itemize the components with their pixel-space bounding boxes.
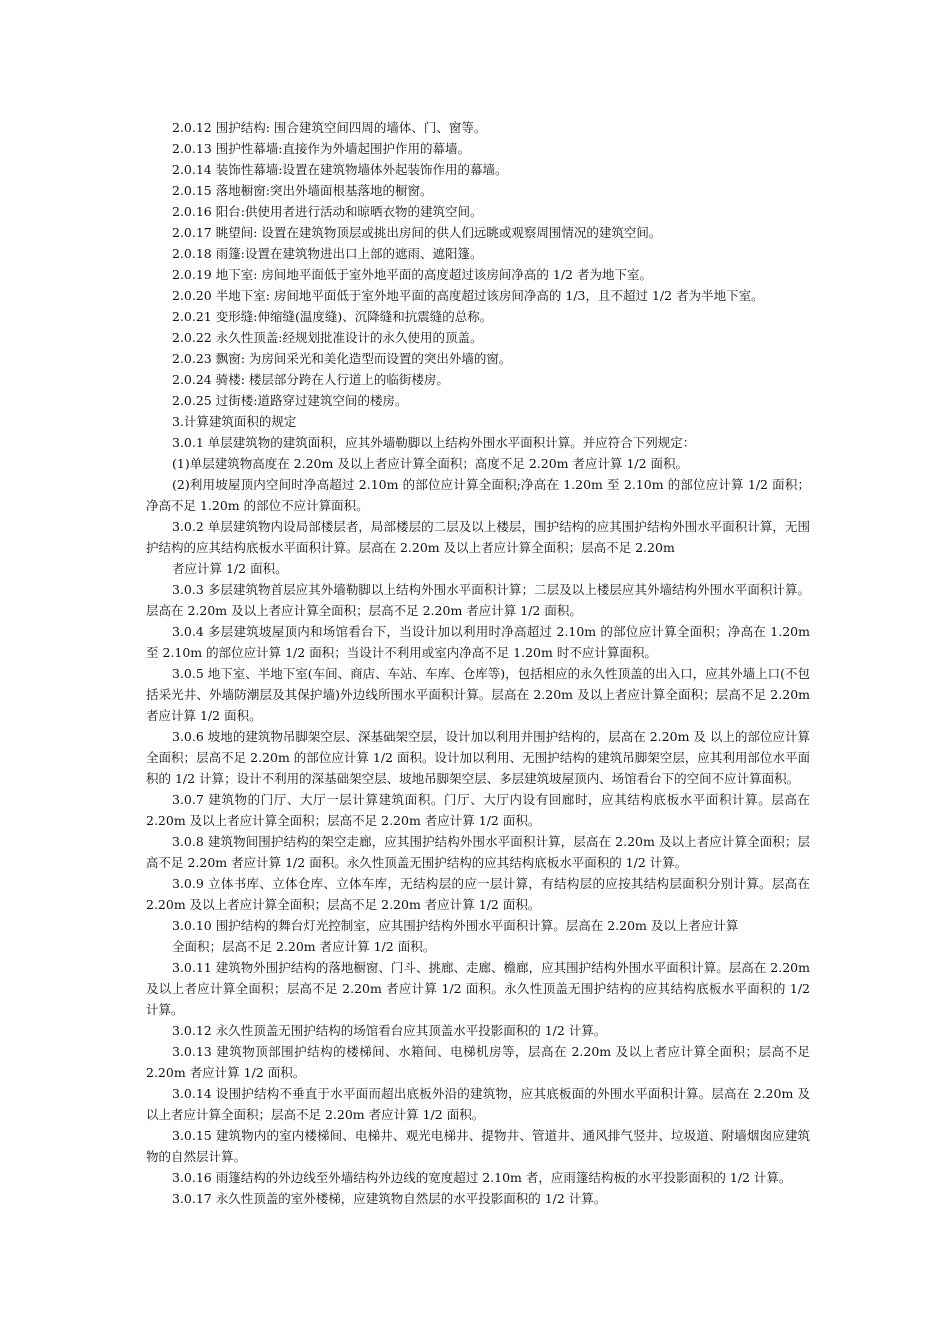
paragraph: 2.0.16 阳台:供使用者进行活动和晾晒衣物的建筑空间。 [172, 204, 483, 219]
paragraph: 3.0.5 地下室、半地下室(车间、商店、车站、车库、仓库等)，包括相应的永久性顶盖的出入口，应其外墙上口(不包括采光井、外墙防潮层及其保护墙)外边线所围水平面积计算。层高在 2.20m 及以上者应计算全面积；层高不足 2.20m 者应计算 1/2 面积。 [146, 666, 810, 723]
paragraph: 3.0.3 多层建筑物首层应其外墙勒脚以上结构外围水平面积计算；二层及以上楼层应其外墙结构外围水平面积计算。层高在 2.20m 及以上者应计算全面积；层高不足 2.20m 者应计算 1/2 面积。 [146, 582, 810, 618]
paragraph: 3.0.16 雨篷结构的外边线至外墙结构外边线的宽度超过 2.10m 者，应雨篷结构板的水平投影面积的 1/2 计算。 [172, 1170, 792, 1185]
paragraph: 2.0.12 围护结构: 围合建筑空间四周的墙体、门、窗等。 [172, 120, 487, 135]
paragraph: 2.0.18 雨篷:设置在建筑物进出口上部的遮雨、遮阳篷。 [172, 246, 483, 261]
paragraph: 3.计算建筑面积的规定 [172, 414, 297, 429]
paragraph: 2.0.25 过街楼:道路穿过建筑空间的楼房。 [172, 393, 408, 408]
paragraph: 2.0.23 飘窗: 为房间采光和美化造型而设置的突出外墙的窗。 [172, 351, 512, 366]
paragraph: 3.0.17 永久性顶盖的室外楼梯，应建筑物自然层的水平投影面积的 1/2 计算。 [172, 1191, 607, 1206]
paragraph: 3.0.14 设围护结构不垂直于水平面而超出底板外沿的建筑物，应其底板面的外围水平面积计算。层高在 2.20m 及以上者应计算全面积；层高不足 2.20m 者应计算 1/2 面积。 [146, 1086, 810, 1122]
paragraph: 2.0.13 围护性幕墙:直接作为外墙起围护作用的幕墙。 [172, 141, 470, 156]
paragraph: 3.0.15 建筑物内的室内楼梯间、电梯井、观光电梯井、提物井、管道井、通风排气竖井、垃圾道、附墙烟囱应建筑物的自然层计算。 [146, 1128, 810, 1164]
paragraph: 3.0.7 建筑物的门厅、大厅一层计算建筑面积。门厅、大厅内设有回廊时，应其结构底板水平面积计算。层高在 2.20m 及以上者应计算全面积；层高不足 2.20m 者应计算 1/2 面积。 [146, 792, 810, 828]
paragraph: 2.0.24 骑楼: 楼层部分跨在人行道上的临街楼房。 [172, 372, 449, 387]
paragraph: 2.0.15 落地橱窗:突出外墙面根基落地的橱窗。 [172, 183, 433, 198]
paragraph: 2.0.19 地下室: 房间地平面低于室外地平面的高度超过该房间净高的 1/2 者为地下室。 [172, 267, 652, 282]
paragraph: 3.0.4 多层建筑坡屋顶内和场馆看台下，当设计加以利用时净高超过 2.10m 的部位应计算全面积；净高在 1.20m 至 2.10m 的部位应计算 1/2 面积；当设计不利用或室内净高不足 1.20m 时不应计算面积。 [146, 624, 810, 660]
paragraph: 2.0.14 装饰性幕墙:设置在建筑物墙体外起装饰作用的幕墙。 [172, 162, 508, 177]
paragraph: 2.0.17 眺望间: 设置在建筑物顶层或挑出房间的供人们远眺或观察周围情况的建筑空间。 [172, 225, 662, 240]
paragraph: 者应计算 1/2 面积。 [172, 561, 288, 576]
paragraph: 3.0.11 建筑物外围护结构的落地橱窗、门斗、挑廊、走廊、檐廊，应其围护结构外围水平面积计算。层高在 2.20m 及以上者应计算全面积；层高不足 2.20m 者应计算 1/2 面积。永久性顶盖无围护结构的应其结构底板水平面积的 1/2 计算。 [146, 960, 810, 1017]
paragraph: 3.0.8 建筑物间围护结构的架空走廊，应其围护结构外围水平面积计算，层高在 2.20m 及以上者应计算全面积；层高不足 2.20m 者应计算 1/2 面积。永久性顶盖无围护结构的应其结构底板水平面积的 1/2 计算。 [146, 834, 810, 870]
paragraph: (2)利用坡屋顶内空间时净高超过 2.10m 的部位应计算全面积;净高在 1.20m 至 2.10m 的部位应计算 1/2 面积；净高不足 1.20m 的部位不应计算面积。 [146, 477, 810, 513]
document-body [146, 117, 810, 1209]
paragraph: 2.0.21 变形缝:伸缩缝(温度缝)、沉降缝和抗震缝的总称。 [172, 309, 493, 324]
paragraph: 2.0.20 半地下室: 房间地平面低于室外地平面的高度超过该房间净高的 1/3，且不超过 1/2 者为半地下室。 [172, 288, 764, 303]
paragraph: 全面积；层高不足 2.20m 者应计算 1/2 面积。 [172, 939, 436, 954]
paragraph: 3.0.2 单层建筑物内设局部楼层者，局部楼层的二层及以上楼层，围护结构的应其围护结构外围水平面积计算，无围护结构的应其结构底板水平面积计算。层高在 2.20m 及以上者应计算全面积；层高不足 2.20m [146, 519, 810, 555]
paragraph: 3.0.9 立体书库、立体仓库、立体车库，无结构层的应一层计算，有结构层的应按其结构层面积分别计算。层高在 2.20m 及以上者应计算全面积；层高不足 2.20m 者应计算 1/2 面积。 [146, 876, 810, 912]
paragraph: (1)单层建筑物高度在 2.20m 及以上者应计算全面积；高度不足 2.20m 者应计算 1/2 面积。 [172, 456, 689, 471]
paragraph: 2.0.22 永久性顶盖:经规划批准设计的永久使用的顶盖。 [172, 330, 483, 345]
paragraph: 3.0.1 单层建筑物的建筑面积，应其外墙勒脚以上结构外围水平面积计算。并应符合下列规定： [172, 435, 696, 450]
paragraph: 3.0.10 围护结构的舞台灯光控制室，应其围护结构外围水平面积计算。层高在 2.20m 及以上者应计算 [172, 918, 739, 933]
paragraph: 3.0.12 永久性顶盖无围护结构的场馆看台应其顶盖水平投影面积的 1/2 计算。 [172, 1023, 607, 1038]
paragraph: 3.0.13 建筑物顶部围护结构的楼梯间、水箱间、电梯机房等，层高在 2.20m 及以上者应计算全面积；层高不足 2.20m 者应计算 1/2 面积。 [146, 1044, 810, 1080]
paragraph: 3.0.6 坡地的建筑物吊脚架空层、深基础架空层，设计加以利用并围护结构的，层高在 2.20m 及 以上的部位应计算全面积；层高不足 2.20m 的部位应计算 1/2 面积。设计加以利用、无围护结构的建筑吊脚架空层，应其利用部位水平面积的 1/2 计算；设计不利用的深基础架空层、坡地吊脚架空层、多层建筑坡屋顶内、场馆看台下的空间不应计算面积。 [146, 729, 810, 786]
